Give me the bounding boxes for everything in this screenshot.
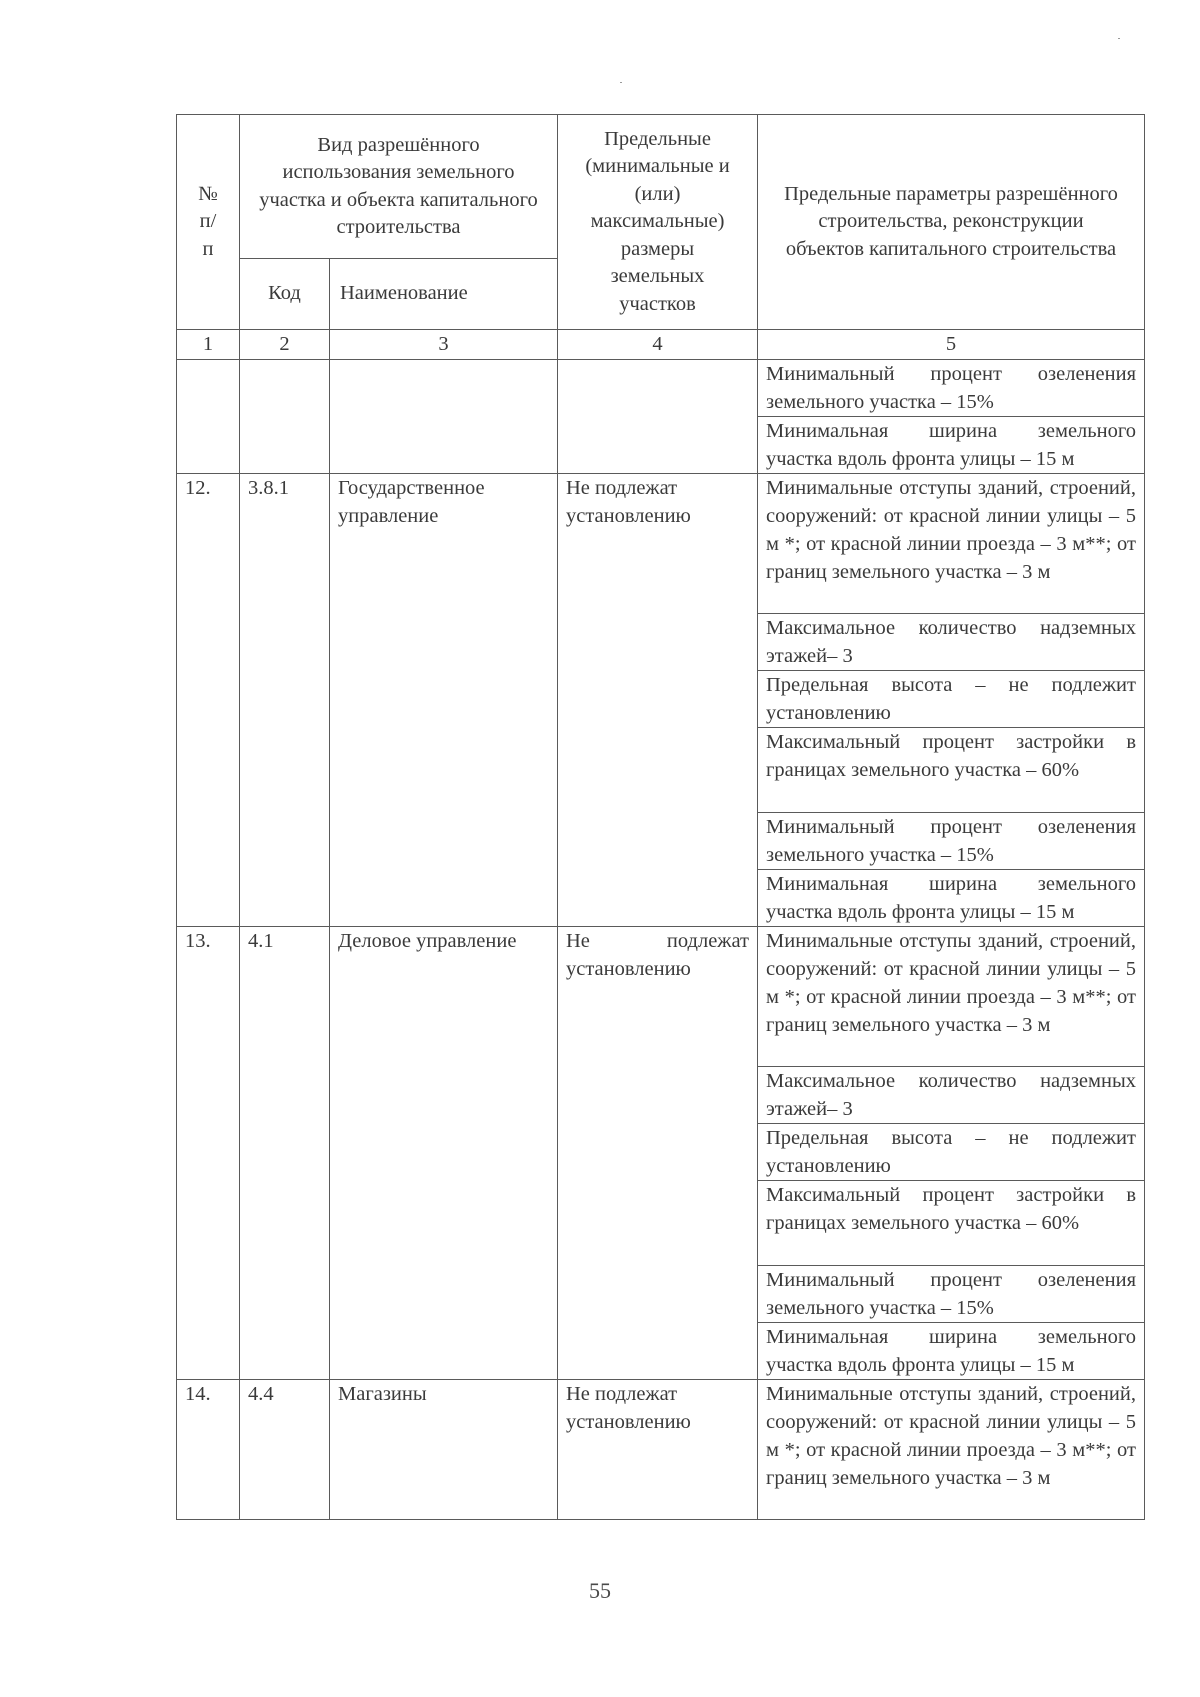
table-row-continuation [177,360,1145,417]
row-number: 13. [177,927,240,1380]
column-number: 1 [177,330,240,360]
empty-cell [558,360,758,474]
param-cell: Минимальная ширина земельного участка вдоль фронта улицы – 15 м [758,417,1145,474]
empty-cell [330,360,558,474]
param-cell: Минимальные отступы зданий, строений, сооружений: от красной линии улицы – 5 м *; от красной линии проезда – 3 м**; от границ земельного участка – 3 м [758,474,1145,614]
row-name: Магазины [330,1380,558,1520]
row-code: 3.8.1 [240,474,330,927]
header-construction-parameters: Предельные параметры разрешённого строительства, реконструкции объектов капитального строительства [758,115,1145,330]
column-number: 5 [758,330,1145,360]
row-name: Деловое управление [330,927,558,1380]
table-row [177,927,1145,1067]
header-number: № п/п [177,115,240,330]
param-cell: Предельная высота – не подлежит установлению [758,671,1145,728]
param-cell: Минимальный процент озеленения земельного участка – 15% [758,813,1145,870]
param-cell: Минимальные отступы зданий, строений, сооружений: от красной линии улицы – 5 м *; от красной линии проезда – 3 м**; от границ земельного участка – 3 м [758,1380,1145,1520]
row-limits: Не подлежат установлению [558,927,758,1380]
table-row [177,474,1145,614]
param-cell: Максимальный процент застройки в границах земельного участка – 60% [758,1181,1145,1266]
row-code: 4.4 [240,1380,330,1520]
param-cell: Максимальное количество надземных этажей– 3 [758,614,1145,671]
scan-speck [620,82,622,83]
param-cell: Минимальная ширина земельного участка вдоль фронта улицы – 15 м [758,1323,1145,1380]
page-number: 55 [589,1578,611,1603]
param-cell: Минимальные отступы зданий, строений, сооружений: от красной линии улицы – 5 м *; от красной линии проезда – 3 м**; от границ земельного участка – 3 м [758,927,1145,1067]
column-number: 3 [330,330,558,360]
row-number: 12. [177,474,240,927]
empty-cell [240,360,330,474]
table-row [177,1380,1145,1520]
param-cell: Минимальная ширина земельного участка вдоль фронта улицы – 15 м [758,870,1145,927]
param-cell: Предельная высота – не подлежит установлению [758,1124,1145,1181]
header-kind-of-use: Вид разрешённого использования земельного участка и объекта капитального строительства [240,115,558,259]
column-number: 4 [558,330,758,360]
param-cell: Максимальный процент застройки в границах земельного участка – 60% [758,728,1145,813]
param-cell: Минимальный процент озеленения земельного участка – 15% [758,360,1145,417]
empty-cell [177,360,240,474]
row-number: 14. [177,1380,240,1520]
row-limits: Не подлежат установлению [558,474,758,927]
column-numbers-row [177,330,1145,360]
scan-speck [1118,38,1120,39]
row-name: Государственное управление [330,474,558,927]
header-plot-size-limits: Предельные (минимальные и (или) максимальные) размеры земельных участков [558,115,758,330]
column-number: 2 [240,330,330,360]
header-code: Код [240,259,330,330]
param-cell: Минимальный процент озеленения земельного участка – 15% [758,1266,1145,1323]
param-cell: Максимальное количество надземных этажей– 3 [758,1067,1145,1124]
row-limits: Не подлежат установлению [558,1380,758,1520]
land-use-parameters-table [176,114,1145,1520]
row-code: 4.1 [240,927,330,1380]
header-name: Наименование [330,259,558,330]
